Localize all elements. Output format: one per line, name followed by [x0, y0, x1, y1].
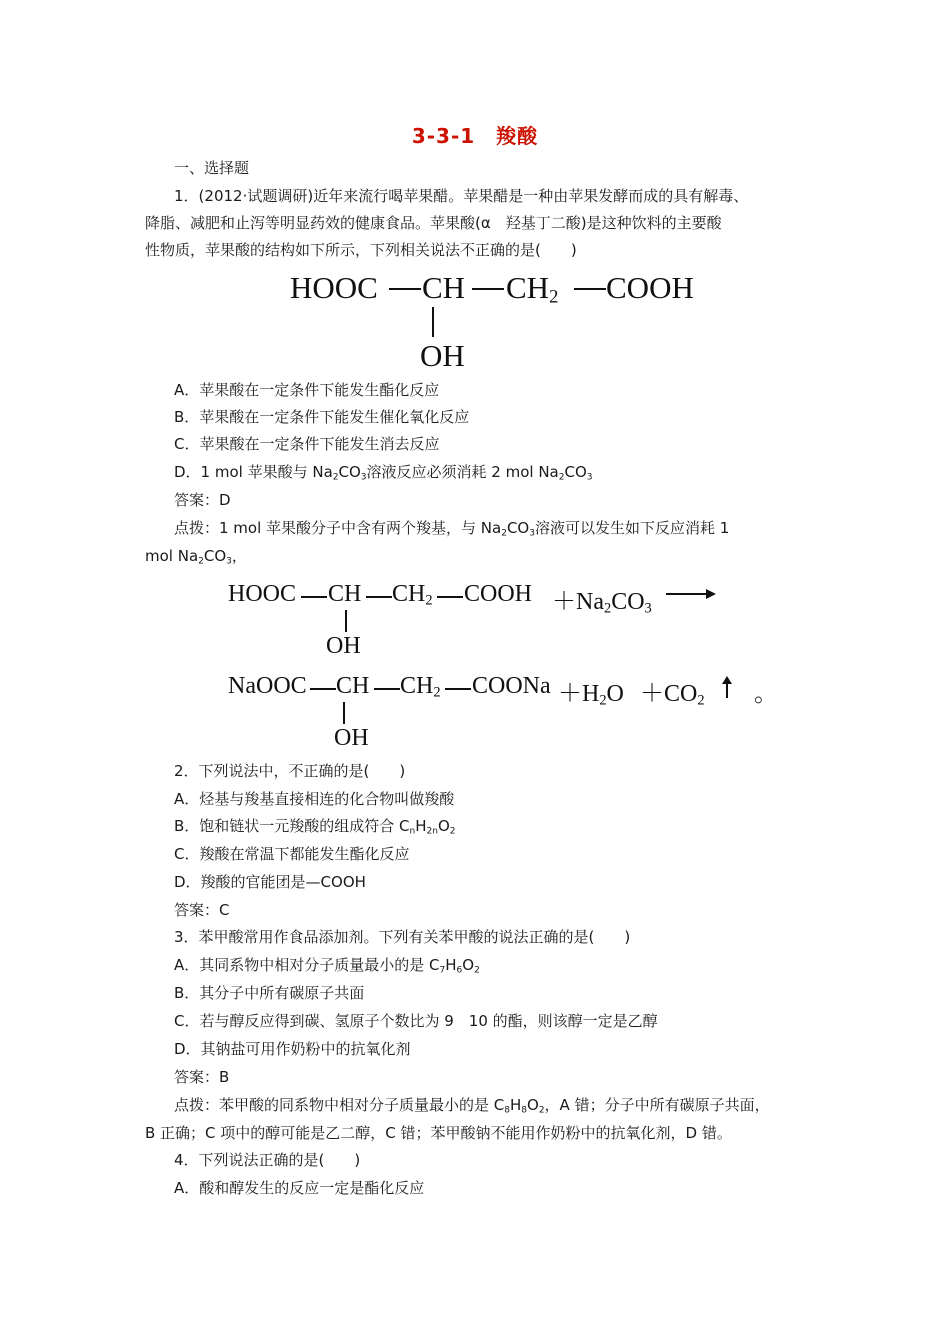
- reactant-ch: CH: [328, 581, 362, 607]
- q1-stem-line-3: 性物质，苹果酸的结构如下所示，下列相关说法不正确的是( ): [145, 241, 577, 259]
- section-heading: 一、选择题: [174, 159, 250, 177]
- product-bond-vertical: [343, 702, 345, 724]
- reactant-hooc: HOOC: [228, 581, 297, 607]
- reactant-bond-vertical: [345, 610, 347, 632]
- q3-option-a: A．其同系物中相对分子质量最小的是 $C_7H_6O_2$: [174, 956, 480, 976]
- product-coona: COONa: [472, 673, 551, 699]
- q1-stem-line-1: 1．(2012·试题调研)近年来流行喝苹果醋。苹果醋是一种由苹果发酵而成的具有解毒、: [174, 187, 749, 205]
- reactant-ch2: $CH_2$: [392, 581, 433, 609]
- q2-option-d: D．羧酸的官能团是—COOH: [174, 873, 366, 891]
- reactant-bond-1: [301, 596, 327, 598]
- q2-option-c: C．羧酸在常温下都能发生酯化反应: [174, 845, 410, 863]
- q1-option-a: A．苹果酸在一定条件下能发生酯化反应: [174, 381, 440, 399]
- structure-hooc: HOOC: [290, 270, 378, 305]
- product-ch2: $CH_2$: [400, 673, 441, 701]
- q4-stem: 4．下列说法正确的是( ): [174, 1151, 361, 1169]
- q1-stem-line-2: 降脂、减肥和止泻等明显药效的健康食品。苹果酸(α 羟基丁二酸)是这种饮料的主要酸: [145, 214, 722, 232]
- product-bond-2: [374, 688, 400, 690]
- q3-option-d: D．其钠盐可用作奶粉中的抗氧化剂: [174, 1040, 411, 1058]
- structure-ch2: $CH_2$: [506, 270, 559, 308]
- q1-option-b: B．苹果酸在一定条件下能发生催化氧化反应: [174, 408, 470, 426]
- product-co2: $+CO_2$: [640, 681, 705, 709]
- product-period: 。: [754, 681, 778, 707]
- q3-hint-line-1: 点拨：苯甲酸的同系物中相对分子质量最小的是 $C_8H_8O_2$，A 错；分子中所有碳原子共面，: [174, 1096, 770, 1116]
- reactant-bond-2: [366, 596, 392, 598]
- product-water: $+H_2O$: [558, 681, 624, 709]
- q1-option-d: D．1 mol 苹果酸与 $Na_2CO_3$溶液反应必须消耗 2 mol $Na_2CO_3$: [174, 463, 593, 483]
- product-naooc: NaOOC: [228, 673, 307, 699]
- q3-hint-line-2: B 正确；C 项中的醇可能是乙二醇，C 错；苯甲酸钠不能用作奶粉中的抗氧化剂，D 错。: [145, 1124, 732, 1142]
- q2-stem: 2．下列说法中，不正确的是( ): [174, 762, 406, 780]
- structure-ch: CH: [422, 270, 466, 305]
- gas-up-arrow-icon: [721, 676, 733, 698]
- q1-answer: 答案：D: [174, 491, 231, 509]
- q1-hint-line-1: 点拨：1 mol 苹果酸分子中含有两个羧基，与 $Na_2CO_3$溶液可以发生如下反应消耗 1: [174, 519, 730, 539]
- structure-cooh: COOH: [606, 270, 694, 305]
- product-ch: CH: [336, 673, 370, 699]
- q3-option-c: C．若与醇反应得到碳、氢原子个数比为 9 10 的酯，则该醇一定是乙醇: [174, 1012, 658, 1030]
- page-title: 3-3-1 羧酸: [411, 124, 539, 148]
- q3-stem: 3．苯甲酸常用作食品添加剂。下列有关苯甲酸的说法正确的是( ): [174, 928, 631, 946]
- q2-answer: 答案：C: [174, 901, 230, 919]
- q4-option-a: A．酸和醇发生的反应一定是酯化反应: [174, 1179, 425, 1197]
- q3-answer: 答案：B: [174, 1068, 230, 1086]
- bond-vertical: [432, 307, 434, 337]
- product-oh: OH: [334, 725, 369, 751]
- reactant-na2co3: $+Na_2CO_3$: [552, 589, 652, 617]
- q2-option-a: A．烃基与羧基直接相连的化合物叫做羧酸: [174, 790, 455, 808]
- reactant-bond-3: [437, 596, 463, 598]
- bond-3: [574, 288, 606, 290]
- q1-option-c: C．苹果酸在一定条件下能发生消去反应: [174, 435, 440, 453]
- q2-option-b: B．饱和链状一元羧酸的组成符合 $C_nH_{2n}O_2$: [174, 817, 456, 837]
- q1-hint-line-2: mol $Na_2CO_3$，: [145, 547, 247, 567]
- reaction-arrow-icon: [666, 587, 718, 601]
- product-bond-1: [310, 688, 336, 690]
- reactant-oh: OH: [326, 633, 361, 659]
- structure-oh: OH: [420, 338, 465, 373]
- product-bond-3: [445, 688, 471, 690]
- bond-2: [472, 288, 504, 290]
- q3-option-b: B．其分子中所有碳原子共面: [174, 984, 365, 1002]
- reactant-cooh: COOH: [464, 581, 533, 607]
- bond-1: [389, 288, 421, 290]
